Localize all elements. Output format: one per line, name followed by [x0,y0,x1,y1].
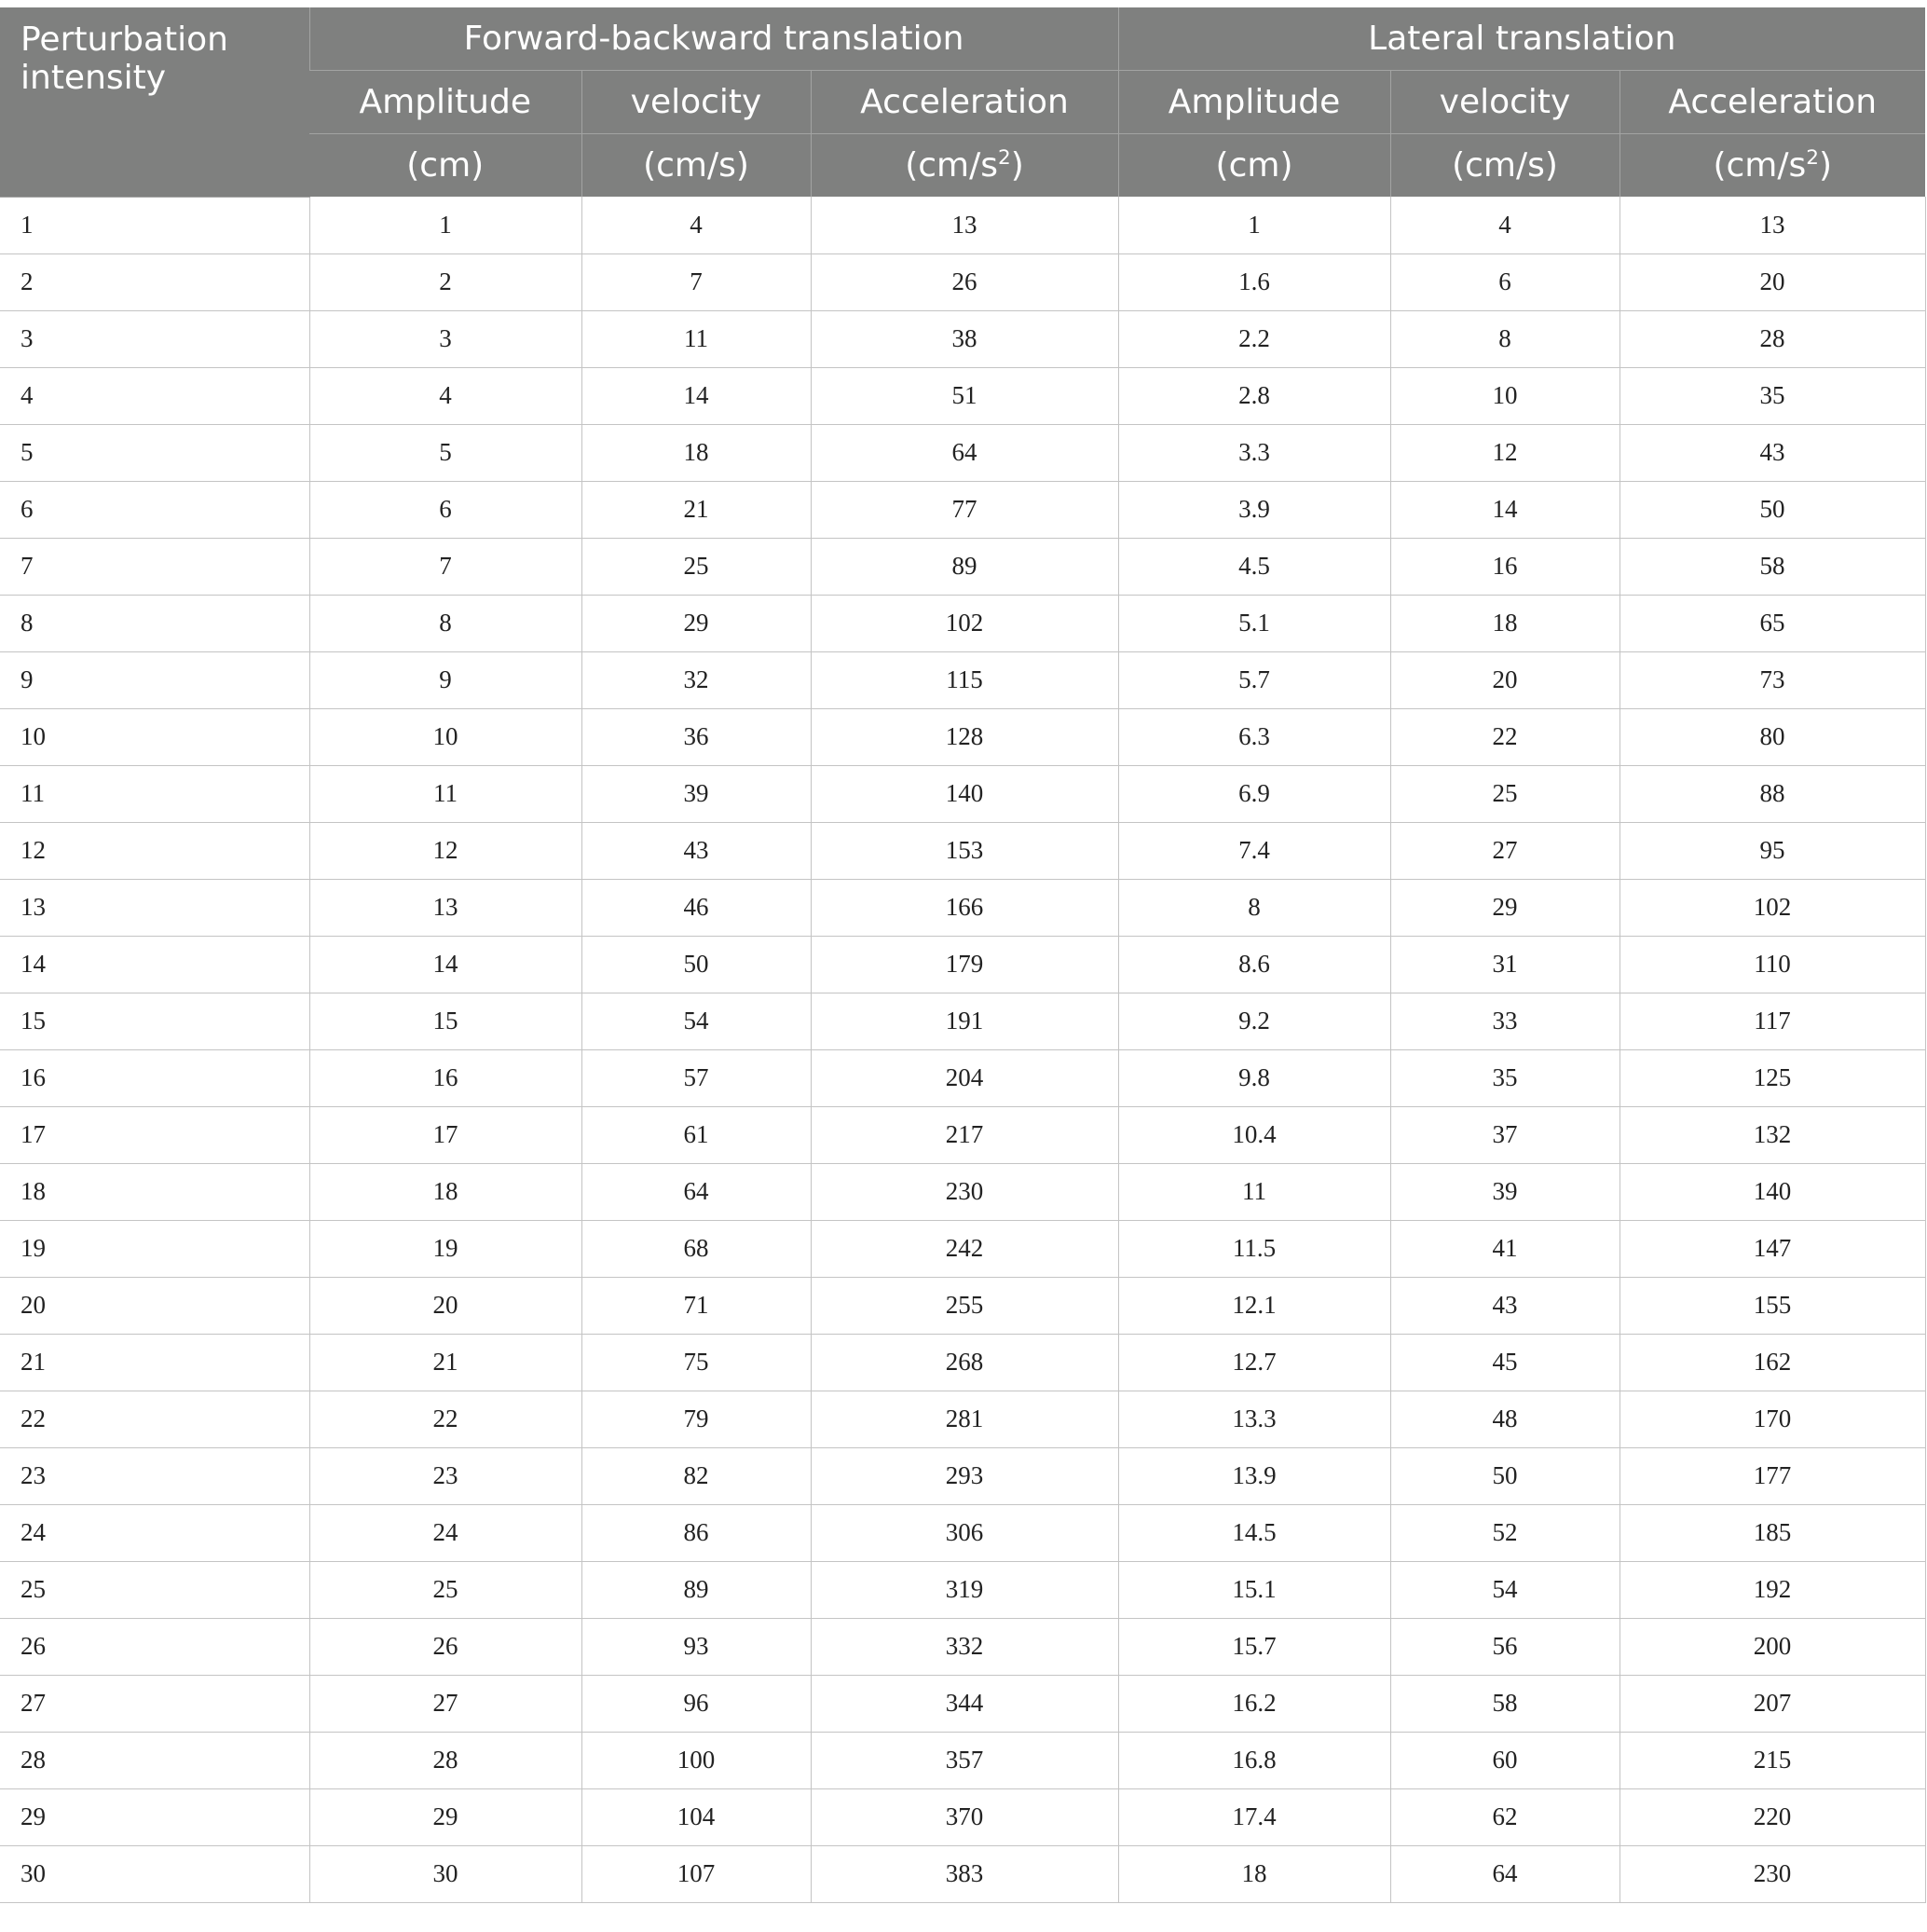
cell-lat-velocity: 6 [1390,253,1620,310]
cell-fb-velocity: 68 [581,1220,811,1277]
cell-fb-acceleration: 293 [811,1447,1118,1504]
cell-fb-acceleration: 306 [811,1504,1118,1561]
header-fb-amplitude: Amplitude [309,71,581,134]
table-row [0,1561,1925,1618]
cell-fb-amplitude: 18 [309,1163,581,1220]
cell-lat-velocity: 45 [1390,1334,1620,1391]
cell-intensity: 25 [0,1561,309,1618]
cell-lat-acceleration: 80 [1620,708,1925,765]
table-row [0,424,1925,481]
table-row [0,367,1925,424]
cell-fb-amplitude: 15 [309,993,581,1049]
cell-lat-acceleration: 170 [1620,1391,1925,1447]
cell-lat-velocity: 20 [1390,651,1620,708]
cell-lat-amplitude: 11.5 [1118,1220,1390,1277]
cell-lat-acceleration: 110 [1620,936,1925,993]
table-body [0,197,1925,1902]
cell-fb-acceleration: 230 [811,1163,1118,1220]
cell-fb-velocity: 104 [581,1788,811,1845]
cell-lat-amplitude: 15.7 [1118,1618,1390,1675]
cell-fb-amplitude: 7 [309,538,581,595]
cell-fb-amplitude: 10 [309,708,581,765]
cell-fb-acceleration: 319 [811,1561,1118,1618]
cell-lat-amplitude: 7.4 [1118,822,1390,879]
cell-lat-velocity: 52 [1390,1504,1620,1561]
cell-fb-velocity: 61 [581,1106,811,1163]
cell-intensity: 4 [0,367,309,424]
cell-lat-acceleration: 162 [1620,1334,1925,1391]
cell-fb-velocity: 29 [581,595,811,651]
cell-fb-acceleration: 191 [811,993,1118,1049]
cell-fb-velocity: 64 [581,1163,811,1220]
cell-fb-amplitude: 24 [309,1504,581,1561]
cell-fb-amplitude: 30 [309,1845,581,1902]
cell-fb-acceleration: 332 [811,1618,1118,1675]
perturbation-table [0,7,1926,1903]
cell-fb-acceleration: 383 [811,1845,1118,1902]
cell-fb-velocity: 4 [581,197,811,253]
cell-lat-acceleration: 50 [1620,481,1925,538]
table-row [0,595,1925,651]
cell-fb-velocity: 82 [581,1447,811,1504]
cell-intensity: 15 [0,993,309,1049]
cell-fb-amplitude: 25 [309,1561,581,1618]
cell-fb-amplitude: 6 [309,481,581,538]
cell-intensity: 23 [0,1447,309,1504]
cell-intensity: 26 [0,1618,309,1675]
cell-fb-acceleration: 179 [811,936,1118,993]
unit-superscript: 2 [998,145,1011,170]
unit-superscript: 2 [1806,145,1820,170]
cell-fb-amplitude: 4 [309,367,581,424]
table-row [0,1618,1925,1675]
cell-fb-acceleration: 26 [811,253,1118,310]
table-row [0,1391,1925,1447]
cell-fb-amplitude: 28 [309,1732,581,1788]
cell-intensity: 10 [0,708,309,765]
cell-lat-acceleration: 207 [1620,1675,1925,1732]
cell-fb-amplitude: 16 [309,1049,581,1106]
cell-lat-amplitude: 5.7 [1118,651,1390,708]
cell-fb-amplitude: 12 [309,822,581,879]
header-fb-velocity: velocity [581,71,811,134]
cell-intensity: 3 [0,310,309,367]
cell-lat-velocity: 54 [1390,1561,1620,1618]
cell-fb-amplitude: 23 [309,1447,581,1504]
cell-lat-velocity: 22 [1390,708,1620,765]
cell-fb-velocity: 50 [581,936,811,993]
table-row [0,1163,1925,1220]
cell-fb-velocity: 79 [581,1391,811,1447]
cell-lat-amplitude: 9.2 [1118,993,1390,1049]
cell-fb-acceleration: 217 [811,1106,1118,1163]
cell-lat-acceleration: 220 [1620,1788,1925,1845]
table-row [0,1277,1925,1334]
table-row [0,822,1925,879]
cell-lat-acceleration: 192 [1620,1561,1925,1618]
cell-lat-amplitude: 17.4 [1118,1788,1390,1845]
cell-fb-velocity: 18 [581,424,811,481]
cell-lat-acceleration: 155 [1620,1277,1925,1334]
cell-fb-acceleration: 115 [811,651,1118,708]
header-lat-velocity-unit: (cm/s) [1390,134,1620,198]
table-row [0,481,1925,538]
cell-lat-velocity: 33 [1390,993,1620,1049]
cell-fb-acceleration: 140 [811,765,1118,822]
cell-lat-acceleration: 28 [1620,310,1925,367]
cell-fb-velocity: 39 [581,765,811,822]
cell-intensity: 20 [0,1277,309,1334]
cell-fb-amplitude: 20 [309,1277,581,1334]
table-row [0,1334,1925,1391]
cell-fb-velocity: 75 [581,1334,811,1391]
table-row [0,1845,1925,1902]
cell-intensity: 14 [0,936,309,993]
cell-lat-amplitude: 9.8 [1118,1049,1390,1106]
cell-intensity: 12 [0,822,309,879]
cell-fb-acceleration: 204 [811,1049,1118,1106]
cell-fb-amplitude: 2 [309,253,581,310]
cell-lat-amplitude: 6.9 [1118,765,1390,822]
cell-lat-velocity: 10 [1390,367,1620,424]
cell-lat-velocity: 8 [1390,310,1620,367]
cell-lat-velocity: 29 [1390,879,1620,936]
cell-fb-acceleration: 255 [811,1277,1118,1334]
header-lat-velocity: velocity [1390,71,1620,134]
cell-fb-amplitude: 27 [309,1675,581,1732]
table-row [0,879,1925,936]
cell-fb-velocity: 93 [581,1618,811,1675]
cell-lat-amplitude: 4.5 [1118,538,1390,595]
cell-lat-velocity: 41 [1390,1220,1620,1277]
cell-intensity: 2 [0,253,309,310]
table-row [0,1049,1925,1106]
cell-fb-velocity: 11 [581,310,811,367]
cell-fb-amplitude: 1 [309,197,581,253]
unit-base: (cm/s [1713,145,1807,185]
cell-fb-acceleration: 102 [811,595,1118,651]
cell-intensity: 16 [0,1049,309,1106]
cell-lat-amplitude: 18 [1118,1845,1390,1902]
cell-intensity: 18 [0,1163,309,1220]
table-row [0,538,1925,595]
cell-fb-velocity: 32 [581,651,811,708]
cell-fb-velocity: 86 [581,1504,811,1561]
cell-lat-amplitude: 10.4 [1118,1106,1390,1163]
cell-lat-velocity: 4 [1390,197,1620,253]
cell-fb-acceleration: 64 [811,424,1118,481]
cell-lat-velocity: 18 [1390,595,1620,651]
cell-intensity: 17 [0,1106,309,1163]
cell-lat-amplitude: 5.1 [1118,595,1390,651]
cell-lat-velocity: 16 [1390,538,1620,595]
cell-fb-amplitude: 21 [309,1334,581,1391]
table-row [0,1220,1925,1277]
cell-lat-acceleration: 215 [1620,1732,1925,1788]
cell-fb-acceleration: 128 [811,708,1118,765]
cell-fb-velocity: 7 [581,253,811,310]
cell-lat-acceleration: 117 [1620,993,1925,1049]
table-row [0,1732,1925,1788]
cell-fb-amplitude: 26 [309,1618,581,1675]
cell-fb-acceleration: 242 [811,1220,1118,1277]
cell-lat-velocity: 56 [1390,1618,1620,1675]
cell-fb-acceleration: 344 [811,1675,1118,1732]
unit-close: ) [1010,145,1024,185]
cell-fb-velocity: 107 [581,1845,811,1902]
cell-intensity: 22 [0,1391,309,1447]
cell-fb-acceleration: 13 [811,197,1118,253]
cell-lat-acceleration: 13 [1620,197,1925,253]
cell-lat-amplitude: 2.8 [1118,367,1390,424]
cell-fb-acceleration: 268 [811,1334,1118,1391]
cell-fb-velocity: 21 [581,481,811,538]
cell-lat-amplitude: 16.2 [1118,1675,1390,1732]
cell-lat-amplitude: 14.5 [1118,1504,1390,1561]
cell-lat-amplitude: 1.6 [1118,253,1390,310]
cell-fb-acceleration: 370 [811,1788,1118,1845]
cell-lat-amplitude: 6.3 [1118,708,1390,765]
cell-lat-acceleration: 35 [1620,367,1925,424]
cell-fb-acceleration: 166 [811,879,1118,936]
cell-intensity: 24 [0,1504,309,1561]
cell-fb-acceleration: 38 [811,310,1118,367]
cell-fb-amplitude: 9 [309,651,581,708]
cell-lat-velocity: 64 [1390,1845,1620,1902]
cell-fb-velocity: 46 [581,879,811,936]
cell-lat-acceleration: 65 [1620,595,1925,651]
cell-lat-acceleration: 177 [1620,1447,1925,1504]
cell-lat-velocity: 35 [1390,1049,1620,1106]
cell-intensity: 6 [0,481,309,538]
cell-fb-amplitude: 3 [309,310,581,367]
cell-lat-velocity: 37 [1390,1106,1620,1163]
cell-lat-velocity: 25 [1390,765,1620,822]
cell-fb-amplitude: 8 [309,595,581,651]
cell-lat-amplitude: 13.9 [1118,1447,1390,1504]
table-row [0,936,1925,993]
cell-lat-acceleration: 132 [1620,1106,1925,1163]
cell-fb-amplitude: 5 [309,424,581,481]
unit-base: (cm/s [905,145,998,185]
cell-lat-velocity: 60 [1390,1732,1620,1788]
header-group-forward-backward: Forward-backward translation [309,7,1118,71]
cell-lat-acceleration: 147 [1620,1220,1925,1277]
cell-intensity: 11 [0,765,309,822]
table-row [0,651,1925,708]
cell-lat-velocity: 48 [1390,1391,1620,1447]
header-fb-velocity-unit: (cm/s) [581,134,811,198]
cell-intensity: 1 [0,197,309,253]
cell-lat-amplitude: 15.1 [1118,1561,1390,1618]
cell-lat-velocity: 14 [1390,481,1620,538]
header-lat-amplitude: Amplitude [1118,71,1390,134]
cell-fb-acceleration: 89 [811,538,1118,595]
table-row [0,1788,1925,1845]
cell-lat-amplitude: 1 [1118,197,1390,253]
table-row [0,310,1925,367]
table-row [0,1106,1925,1163]
cell-lat-acceleration: 230 [1620,1845,1925,1902]
cell-lat-acceleration: 73 [1620,651,1925,708]
header-lat-acceleration-unit [1620,134,1925,198]
cell-fb-velocity: 96 [581,1675,811,1732]
cell-fb-amplitude: 19 [309,1220,581,1277]
cell-intensity: 8 [0,595,309,651]
cell-fb-velocity: 100 [581,1732,811,1788]
header-fb-acceleration-unit [811,134,1118,198]
cell-fb-velocity: 89 [581,1561,811,1618]
header-lat-amplitude-unit: (cm) [1118,134,1390,198]
cell-lat-acceleration: 200 [1620,1618,1925,1675]
cell-fb-velocity: 14 [581,367,811,424]
cell-intensity: 7 [0,538,309,595]
cell-fb-acceleration: 281 [811,1391,1118,1447]
cell-lat-acceleration: 43 [1620,424,1925,481]
cell-fb-velocity: 54 [581,993,811,1049]
cell-lat-velocity: 39 [1390,1163,1620,1220]
cell-lat-velocity: 43 [1390,1277,1620,1334]
cell-fb-velocity: 71 [581,1277,811,1334]
cell-fb-amplitude: 11 [309,765,581,822]
cell-lat-acceleration: 185 [1620,1504,1925,1561]
cell-intensity: 30 [0,1845,309,1902]
cell-fb-velocity: 57 [581,1049,811,1106]
table-row [0,708,1925,765]
cell-fb-amplitude: 22 [309,1391,581,1447]
cell-intensity: 9 [0,651,309,708]
cell-intensity: 13 [0,879,309,936]
cell-lat-acceleration: 95 [1620,822,1925,879]
cell-lat-velocity: 62 [1390,1788,1620,1845]
cell-lat-amplitude: 8 [1118,879,1390,936]
cell-lat-amplitude: 3.9 [1118,481,1390,538]
table-row [0,765,1925,822]
table-row [0,1675,1925,1732]
cell-lat-amplitude: 3.3 [1118,424,1390,481]
cell-lat-acceleration: 125 [1620,1049,1925,1106]
cell-fb-acceleration: 357 [811,1732,1118,1788]
cell-intensity: 19 [0,1220,309,1277]
cell-lat-amplitude: 16.8 [1118,1732,1390,1788]
cell-fb-velocity: 36 [581,708,811,765]
cell-lat-amplitude: 12.1 [1118,1277,1390,1334]
cell-fb-amplitude: 17 [309,1106,581,1163]
cell-fb-amplitude: 14 [309,936,581,993]
cell-intensity: 28 [0,1732,309,1788]
table-row [0,253,1925,310]
cell-lat-amplitude: 2.2 [1118,310,1390,367]
cell-fb-amplitude: 29 [309,1788,581,1845]
cell-fb-velocity: 43 [581,822,811,879]
header-fb-amplitude-unit: (cm) [309,134,581,198]
cell-lat-velocity: 31 [1390,936,1620,993]
cell-lat-amplitude: 12.7 [1118,1334,1390,1391]
table-header [0,7,1925,197]
cell-lat-velocity: 58 [1390,1675,1620,1732]
unit-close: ) [1819,145,1833,185]
cell-fb-velocity: 25 [581,538,811,595]
table-row [0,993,1925,1049]
cell-lat-acceleration: 88 [1620,765,1925,822]
table-row [0,1447,1925,1504]
cell-lat-velocity: 12 [1390,424,1620,481]
cell-lat-velocity: 27 [1390,822,1620,879]
cell-intensity: 29 [0,1788,309,1845]
cell-lat-acceleration: 102 [1620,879,1925,936]
cell-fb-acceleration: 153 [811,822,1118,879]
cell-intensity: 21 [0,1334,309,1391]
cell-fb-acceleration: 51 [811,367,1118,424]
cell-lat-velocity: 50 [1390,1447,1620,1504]
cell-lat-acceleration: 140 [1620,1163,1925,1220]
cell-lat-acceleration: 58 [1620,538,1925,595]
cell-lat-acceleration: 20 [1620,253,1925,310]
header-group-lateral: Lateral translation [1118,7,1925,71]
header-perturbation-intensity: Perturbation intensity [0,7,309,197]
cell-lat-amplitude: 11 [1118,1163,1390,1220]
cell-lat-amplitude: 13.3 [1118,1391,1390,1447]
header-fb-acceleration: Acceleration [811,71,1118,134]
table-row [0,197,1925,253]
table-row [0,1504,1925,1561]
cell-intensity: 27 [0,1675,309,1732]
cell-lat-amplitude: 8.6 [1118,936,1390,993]
cell-fb-amplitude: 13 [309,879,581,936]
header-row-groups [0,7,1925,71]
cell-intensity: 5 [0,424,309,481]
header-lat-acceleration: Acceleration [1620,71,1925,134]
cell-fb-acceleration: 77 [811,481,1118,538]
